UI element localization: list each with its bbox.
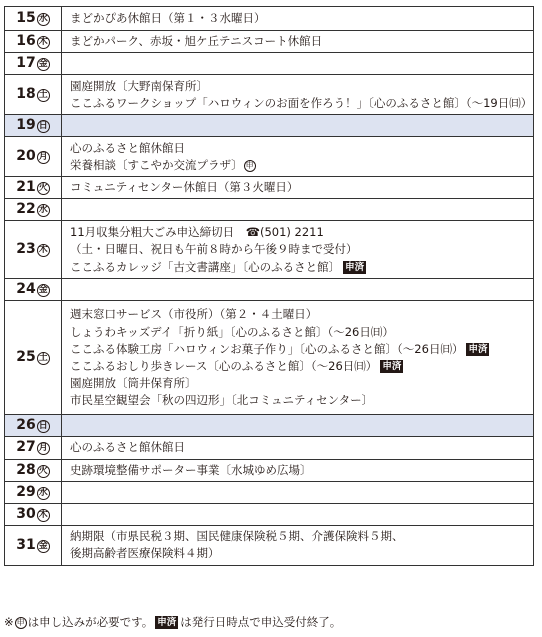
weekday-mark: 土 [38,353,48,364]
calendar-row [5,177,534,199]
event-line [70,545,525,562]
event-text: 後期高齢者医療保険料４期） [70,546,220,561]
event-line [70,10,525,27]
calendar-row [5,415,534,437]
day-number: 15 [16,9,36,26]
day-number: 17 [16,55,36,72]
day-number: 22 [16,201,36,218]
events-cell [62,177,534,199]
event-line [70,324,525,341]
event-text: 週末窓口サービス（市役所）（第２・４土曜日） [70,307,318,322]
events-cell [62,75,534,115]
calendar-row [5,53,534,75]
event-line [70,392,525,409]
calendar-row [5,503,534,525]
event-text: 市民星空観望会「秋の四辺形」〔北コミュニティセンター〕 [70,393,374,408]
calendar-row [5,301,534,415]
event-text: まどかパーク、赤坂・旭ケ丘テニスコート休館日 [70,34,323,48]
event-text: ここふる体験工房「ハロウィンお菓子作り」〔心のふるさと館〕（～26日㈰） [70,341,464,356]
event-line [70,462,525,479]
calendar-row [5,137,534,177]
calendar-row [5,199,534,221]
calendar-row [5,481,534,503]
events-cell [62,525,534,565]
weekday-mark: 月 [38,443,48,454]
events-cell [62,137,534,177]
day-number: 18 [16,86,36,103]
day-number: 30 [16,505,36,522]
calendar-row [5,525,534,565]
day-cell [5,525,62,565]
weekday-mark: 金 [38,285,48,296]
day-cell [5,115,62,137]
day-number: 31 [16,536,36,553]
event-line [70,439,525,456]
event-line [70,224,525,241]
day-cell [5,221,62,279]
day-number: 24 [16,281,36,298]
day-number: 27 [16,439,36,456]
weekday-mark: 木 [38,509,48,520]
day-cell [5,137,62,177]
events-cell [62,481,534,503]
day-cell [5,437,62,459]
event-text: 史跡環境整備サポーター事業〔水城ゆめ広場〕 [70,462,312,477]
event-line [70,528,525,545]
footnote-prefix: ※ [4,615,14,629]
event-line [70,140,525,157]
weekday-mark: 水 [38,13,48,24]
events-cell [62,301,534,415]
closed-badge: 申済 [345,261,365,273]
calendar-row [5,279,534,301]
calendar-row [5,75,534,115]
day-number: 19 [16,117,36,134]
day-number: 23 [16,241,36,258]
footnote-text-required: は申し込みが必要です。 [27,615,154,629]
closed-badge: 申済 [468,343,488,355]
event-line [70,306,525,323]
weekday-mark: 水 [38,205,48,216]
event-text: しょうわキッズデイ「折り紙」〔心のふるさと館〕（～26日㈰） [70,324,394,339]
day-cell [5,481,62,503]
day-cell [5,415,62,437]
events-cell [62,279,534,301]
event-text: ここふるおしり歩きレース〔心のふるさと館〕（～26日㈰） [70,358,378,373]
events-cell [62,199,534,221]
day-number: 29 [16,483,36,500]
weekday-mark: 金 [38,540,48,551]
event-text: まどかぴあ休館日（第１・３水曜日） [70,10,266,25]
events-cell [62,459,534,481]
day-number: 16 [16,33,36,49]
weekday-mark: 土 [38,90,48,101]
events-cell [62,31,534,53]
events-cell [62,7,534,31]
event-line [70,78,525,95]
events-cell [62,53,534,75]
day-cell [5,7,62,31]
event-text: ここふるカレッジ「古文書講座」〔心のふるさと館〕 [70,259,341,274]
weekday-mark: 水 [38,487,48,498]
weekday-mark: 火 [38,183,48,194]
calendar-row [5,459,534,481]
required-mark-icon: 申 [245,160,254,170]
day-cell [5,31,62,53]
event-text: 園庭開放〔筒井保育所〕 [70,376,197,391]
calendar-row [5,7,534,31]
event-line [70,375,525,392]
event-text: 園庭開放〔大野南保育所〕 [70,78,208,93]
event-line [70,157,525,174]
footnote [4,614,341,630]
event-text: 心のふるさと館休館日 [70,140,185,155]
events-cell [62,415,534,437]
event-line [70,95,533,112]
footnote-text-closed: は発行日時点で申込受付終了。 [180,615,342,629]
event-line [70,179,525,196]
day-number: 20 [16,148,36,165]
weekday-mark: 木 [38,245,48,256]
event-line [70,241,525,258]
day-cell [5,301,62,415]
day-cell [5,75,62,115]
event-text: 心のふるさと館休館日 [70,440,185,455]
weekday-mark: 金 [38,59,48,70]
event-line [70,33,525,50]
weekday-mark: 月 [38,152,48,163]
events-cell [62,437,534,459]
event-line [70,341,525,358]
calendar-row [5,437,534,459]
day-cell [5,199,62,221]
required-mark-icon: 申 [16,618,25,627]
calendar-row [5,31,534,53]
day-number: 26 [16,417,36,434]
event-text: 11月収集分粗大ごみ申込締切日 ☎(501) 2211 [70,225,324,240]
event-text: 納期限（市県民税３期、国民健康保険税５期、介護保険料５期、 [70,529,404,544]
events-cell [62,221,534,279]
calendar-row [5,221,534,279]
day-number: 21 [16,179,36,196]
event-line [70,259,525,276]
day-cell [5,279,62,301]
event-text: （土・日曜日、祝日も午前８時から午後９時まで受付） [70,242,358,257]
day-number: 25 [16,349,36,366]
closed-badge: 申済 [382,360,402,372]
event-text: ここふるワークショップ「ハロウィンのお面を作ろう！」〔心のふるさと館〕（～19日㈰） [70,95,533,110]
day-cell [5,177,62,199]
event-calendar-table [4,6,534,566]
weekday-mark: 火 [38,465,48,476]
event-text: コミュニティセンター休館日（第３火曜日） [70,180,299,195]
weekday-mark: 日 [38,421,48,432]
day-cell [5,459,62,481]
weekday-mark: 木 [38,37,48,47]
day-cell [5,503,62,525]
event-text: 栄養相談〔すこやか交流プラザ〕 [70,157,243,172]
events-cell [62,115,534,137]
weekday-mark: 日 [38,121,48,132]
day-cell [5,53,62,75]
calendar-row [5,115,534,137]
event-line [70,358,525,375]
day-number: 28 [16,461,36,478]
events-cell [62,503,534,525]
closed-badge: 申済 [157,617,177,628]
